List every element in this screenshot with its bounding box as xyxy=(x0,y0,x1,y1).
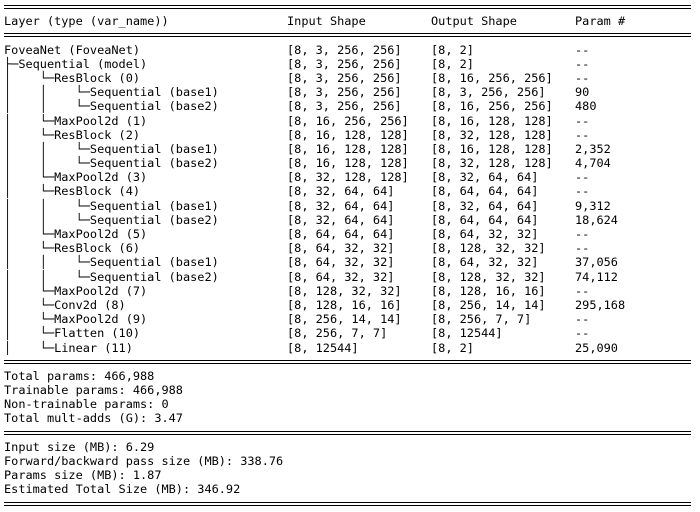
row-layer-name: │ └─Linear (11) xyxy=(4,340,133,355)
row-output-shape: [8, 256, 14, 14] xyxy=(431,297,546,312)
separator-sizes xyxy=(4,426,696,440)
table-row xyxy=(4,114,696,128)
row-layer-name: │ └─ResBlock (2) xyxy=(4,127,141,142)
row-input-shape: [8, 32, 64, 64] xyxy=(287,212,395,227)
header-output-shape: Output Shape xyxy=(431,14,517,29)
header-input-shape: Input Shape xyxy=(287,14,366,29)
row-input-shape: [8, 3, 256, 256] xyxy=(287,85,402,100)
row-input-shape: [8, 16, 128, 128] xyxy=(287,127,409,142)
row-layer-name: │ └─MaxPool2d (7) xyxy=(4,283,148,298)
row-param-count: -- xyxy=(575,127,590,142)
row-param-count: 25,090 xyxy=(575,340,618,355)
row-output-shape: [8, 64, 32, 32] xyxy=(431,227,539,241)
input-size: Input size (MB): 6.29 xyxy=(4,439,155,454)
row-input-shape: [8, 3, 256, 256] xyxy=(287,56,402,71)
row-layer-name: │ │ └─Sequential (base1) xyxy=(4,141,219,156)
row-output-shape: [8, 32, 64, 64] xyxy=(431,198,539,213)
table-row xyxy=(4,199,696,213)
row-output-shape: [8, 64, 64, 64] xyxy=(431,184,539,199)
row-layer-name: │ └─MaxPool2d (5) xyxy=(4,227,148,241)
row-param-count: -- xyxy=(575,241,590,256)
table-row xyxy=(4,43,696,57)
row-input-shape: [8, 32, 128, 128] xyxy=(287,170,409,185)
table-row xyxy=(4,156,696,170)
row-param-count: 37,056 xyxy=(575,255,618,270)
row-input-shape: [8, 12544] xyxy=(287,340,359,355)
row-input-shape: [8, 64, 32, 32] xyxy=(287,255,395,270)
table-row xyxy=(4,142,696,156)
row-output-shape: [8, 16, 256, 256] xyxy=(431,70,553,85)
row-output-shape: [8, 64, 32, 32] xyxy=(431,255,539,270)
separator-header xyxy=(4,28,696,42)
header-param-count: Param # xyxy=(575,14,626,29)
row-layer-name: │ │ └─Sequential (base2) xyxy=(4,269,219,284)
row-param-count: -- xyxy=(575,312,590,327)
row-input-shape: [8, 64, 32, 32] xyxy=(287,269,395,284)
total-params: Total params: 466,988 xyxy=(4,368,155,383)
row-input-shape: [8, 64, 32, 32] xyxy=(287,241,395,256)
row-param-count: -- xyxy=(575,326,590,341)
row-param-count: 18,624 xyxy=(575,212,618,227)
table-row xyxy=(4,99,696,113)
row-layer-name: ├─Sequential (model) xyxy=(4,56,148,71)
estimated-total-size: Estimated Total Size (MB): 346.92 xyxy=(4,482,241,497)
row-output-shape: [8, 2] xyxy=(431,56,474,71)
row-input-shape: [8, 16, 256, 256] xyxy=(287,113,409,128)
trainable-params: Trainable params: 466,988 xyxy=(4,383,183,398)
row-layer-name: │ └─ResBlock (6) xyxy=(4,241,141,256)
row-layer-name: │ └─MaxPool2d (3) xyxy=(4,170,148,185)
row-input-shape: [8, 128, 32, 32] xyxy=(287,283,402,298)
row-output-shape: [8, 16, 128, 128] xyxy=(431,113,553,128)
row-param-count: -- xyxy=(575,56,590,71)
row-layer-name: │ └─Conv2d (8) xyxy=(4,297,126,312)
row-param-count: -- xyxy=(575,70,590,85)
table-row xyxy=(4,312,696,326)
row-output-shape: [8, 16, 128, 128] xyxy=(431,141,553,156)
row-param-count: 4,704 xyxy=(575,156,611,171)
row-layer-name: │ └─ResBlock (4) xyxy=(4,184,141,199)
row-param-count: 9,312 xyxy=(575,198,611,213)
table-row xyxy=(4,128,696,142)
row-input-shape: [8, 3, 256, 256] xyxy=(287,99,402,114)
row-output-shape: [8, 2] xyxy=(431,42,474,57)
table-row xyxy=(4,57,696,71)
non-trainable-params: Non-trainable params: 0 xyxy=(4,397,169,412)
row-input-shape: [8, 32, 64, 64] xyxy=(287,184,395,199)
row-input-shape: [8, 128, 16, 16] xyxy=(287,297,402,312)
table-row xyxy=(4,241,696,255)
table-row xyxy=(4,255,696,269)
row-layer-name: FoveaNet (FoveaNet) xyxy=(4,42,141,57)
table-row xyxy=(4,284,696,298)
params-size: Params size (MB): 1.87 xyxy=(4,468,162,483)
row-output-shape: [8, 16, 256, 256] xyxy=(431,99,553,114)
total-mult-adds: Total mult-adds (G): 3.47 xyxy=(4,411,183,426)
row-param-count: -- xyxy=(575,170,590,185)
row-input-shape: [8, 16, 128, 128] xyxy=(287,156,409,171)
row-input-shape: [8, 3, 256, 256] xyxy=(287,42,402,57)
row-layer-name: │ └─Flatten (10) xyxy=(4,326,141,341)
row-layer-name: │ │ └─Sequential (base2) xyxy=(4,99,219,114)
model-summary xyxy=(4,0,696,511)
table-row xyxy=(4,326,696,340)
row-output-shape: [8, 3, 256, 256] xyxy=(431,85,546,100)
row-layer-name: │ └─MaxPool2d (9) xyxy=(4,312,148,327)
table-row xyxy=(4,341,696,355)
separator-top xyxy=(4,0,696,14)
forward-backward-size: Forward/backward pass size (MB): 338.76 xyxy=(4,454,284,468)
row-output-shape: [8, 128, 32, 32] xyxy=(431,269,546,284)
header-layer: Layer (type (var_name)) xyxy=(4,14,169,29)
separator-params xyxy=(4,355,696,369)
row-param-count: -- xyxy=(575,113,590,128)
row-output-shape: [8, 32, 128, 128] xyxy=(431,156,553,171)
row-layer-name: │ │ └─Sequential (base2) xyxy=(4,212,219,227)
row-param-count: -- xyxy=(575,283,590,298)
table-row xyxy=(4,85,696,99)
row-output-shape: [8, 64, 64, 64] xyxy=(431,212,539,227)
layer-table xyxy=(4,43,696,355)
table-header xyxy=(4,14,696,28)
row-output-shape: [8, 256, 7, 7] xyxy=(431,312,532,327)
row-output-shape: [8, 128, 16, 16] xyxy=(431,283,546,298)
row-input-shape: [8, 32, 64, 64] xyxy=(287,198,395,213)
row-input-shape: [8, 256, 14, 14] xyxy=(287,312,402,327)
row-param-count: -- xyxy=(575,184,590,199)
row-input-shape: [8, 256, 7, 7] xyxy=(287,326,388,341)
row-output-shape: [8, 32, 64, 64] xyxy=(431,170,539,185)
row-output-shape: [8, 12544] xyxy=(431,326,503,341)
separator-bottom xyxy=(4,497,696,511)
row-layer-name: │ │ └─Sequential (base2) xyxy=(4,156,219,171)
row-input-shape: [8, 64, 64, 64] xyxy=(287,227,395,241)
table-row xyxy=(4,227,696,241)
row-output-shape: [8, 2] xyxy=(431,340,474,355)
row-layer-name: │ │ └─Sequential (base1) xyxy=(4,198,219,213)
params-summary xyxy=(4,369,696,426)
table-row xyxy=(4,298,696,312)
row-layer-name: │ │ └─Sequential (base1) xyxy=(4,255,219,270)
row-output-shape: [8, 32, 128, 128] xyxy=(431,127,553,142)
row-param-count: 90 xyxy=(575,85,590,100)
table-row xyxy=(4,270,696,284)
row-param-count: 295,168 xyxy=(575,297,626,312)
row-param-count: -- xyxy=(575,42,590,57)
row-layer-name: │ │ └─Sequential (base1) xyxy=(4,85,219,100)
row-layer-name: │ └─ResBlock (0) xyxy=(4,70,141,85)
row-param-count: 74,112 xyxy=(575,269,618,284)
table-row xyxy=(4,213,696,227)
table-row xyxy=(4,71,696,85)
table-row xyxy=(4,184,696,198)
table-row xyxy=(4,170,696,184)
row-input-shape: [8, 16, 128, 128] xyxy=(287,141,409,156)
row-param-count: -- xyxy=(575,227,590,241)
row-layer-name: │ └─MaxPool2d (1) xyxy=(4,113,148,128)
size-summary xyxy=(4,440,696,497)
row-param-count: 480 xyxy=(575,99,597,114)
row-output-shape: [8, 128, 32, 32] xyxy=(431,241,546,256)
row-input-shape: [8, 3, 256, 256] xyxy=(287,70,402,85)
row-param-count: 2,352 xyxy=(575,141,611,156)
